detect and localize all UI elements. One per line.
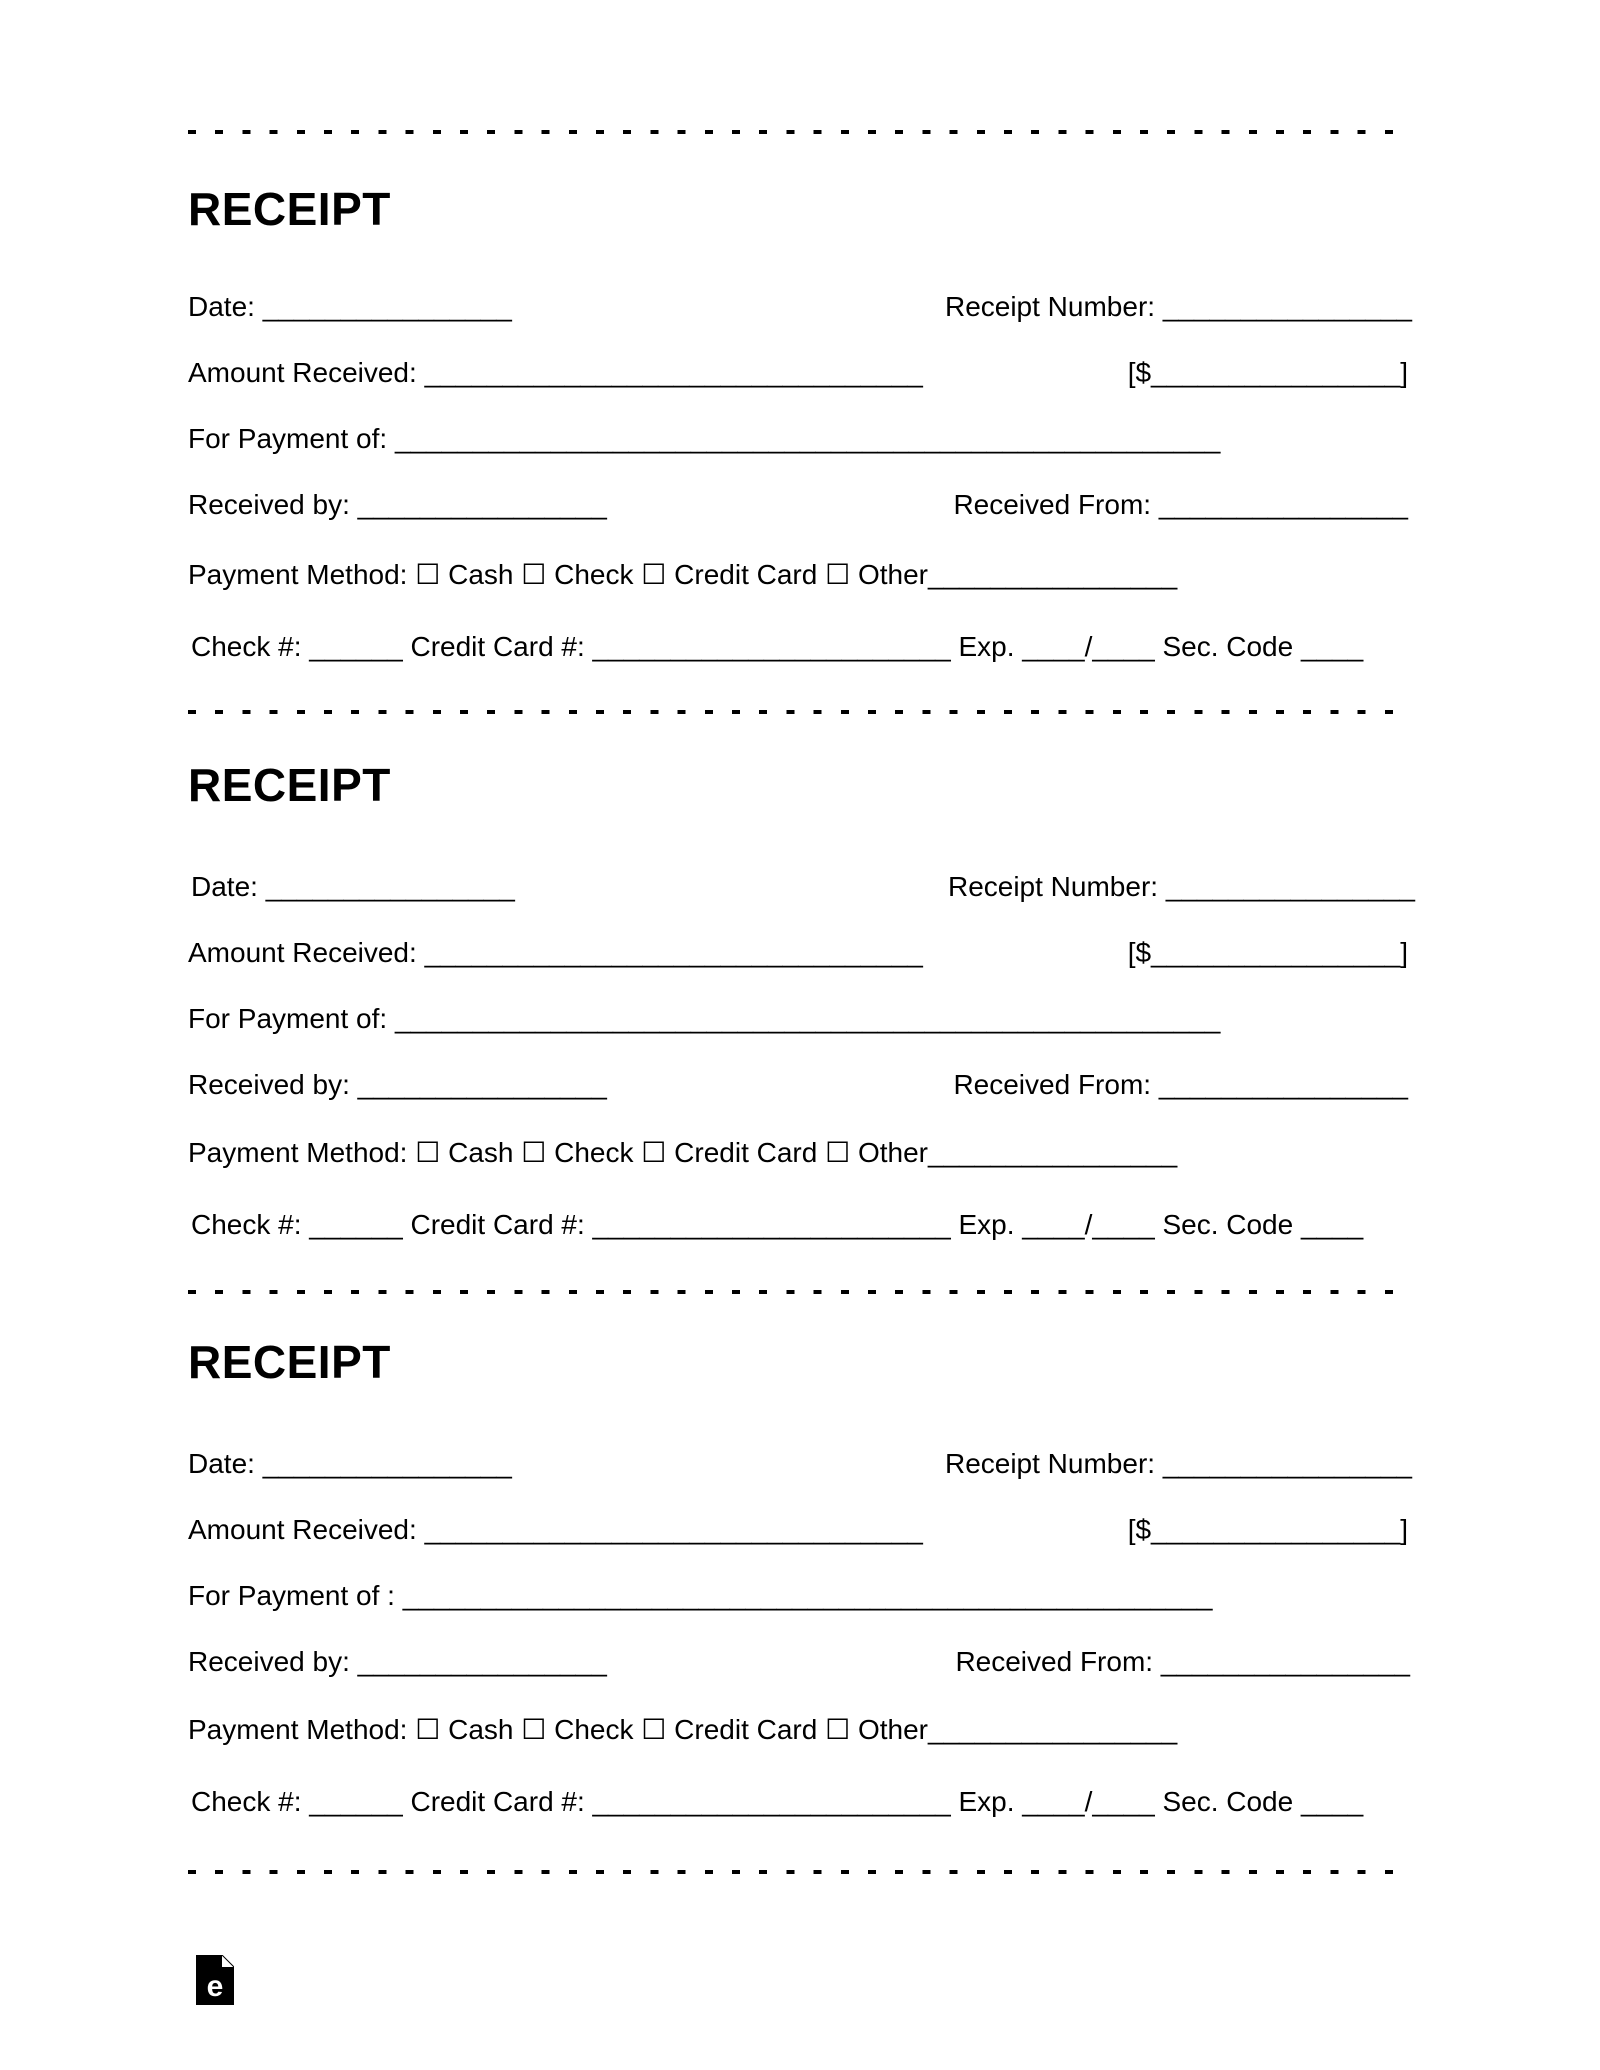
amount-dollar-field[interactable]: [$________________]	[1127, 937, 1408, 968]
check-card-fields[interactable]: Check #: ______ Credit Card #: _______________________ Exp. ____/____ Sec. Code ____	[191, 631, 1364, 662]
check-card-row	[188, 1785, 1412, 1887]
payment-method-options[interactable]: Payment Method: ☐ Cash ☐ Check ☐ Credit Card ☐ Other________________	[188, 1714, 1178, 1745]
for-payment-field[interactable]: For Payment of: _____________________________________________________	[188, 1003, 1221, 1034]
for-payment-field[interactable]: For Payment of: _____________________________________________________	[188, 423, 1221, 454]
received-from-field[interactable]: Received From: ________________	[955, 1646, 1410, 1677]
receipt-title: RECEIPT	[188, 759, 391, 811]
date-field[interactable]: Date: ________________	[191, 871, 515, 902]
amount-dollar-field[interactable]: [$________________]	[1127, 1514, 1408, 1545]
receipt-2	[188, 758, 1415, 1318]
received-from-field[interactable]: Received From: ________________	[953, 489, 1408, 520]
date-field[interactable]: Date: ________________	[188, 291, 512, 322]
receipt-3	[188, 1335, 1412, 1895]
receipt-title: RECEIPT	[188, 183, 391, 235]
date-field[interactable]: Date: ________________	[188, 1448, 512, 1479]
receipt-number-field[interactable]: Receipt Number: ________________	[944, 1448, 1412, 1479]
received-from-field[interactable]: Received From: ________________	[953, 1069, 1408, 1100]
received-by-field[interactable]: Received by: ________________	[188, 1069, 607, 1100]
logo-letter: e	[206, 1970, 224, 2003]
received-by-field[interactable]: Received by: ________________	[188, 1646, 607, 1677]
cut-line-top	[188, 130, 1412, 134]
amount-received-field[interactable]: Amount Received: ________________________________	[188, 357, 923, 388]
payment-method-options[interactable]: Payment Method: ☐ Cash ☐ Check ☐ Credit Card ☐ Other________________	[188, 559, 1178, 590]
received-by-field[interactable]: Received by: ________________	[188, 489, 607, 520]
payment-method-options[interactable]: Payment Method: ☐ Cash ☐ Check ☐ Credit Card ☐ Other________________	[188, 1137, 1178, 1168]
receipt-number-field[interactable]: Receipt Number: ________________	[947, 871, 1415, 902]
check-card-fields[interactable]: Check #: ______ Credit Card #: _______________________ Exp. ____/____ Sec. Code ____	[191, 1209, 1364, 1240]
check-card-row	[188, 1208, 1412, 1310]
receipt-title: RECEIPT	[188, 1336, 391, 1388]
for-payment-field[interactable]: For Payment of : ____________________________________________________	[188, 1580, 1213, 1611]
check-card-row	[188, 630, 1412, 732]
document-e-icon	[196, 1955, 234, 2005]
amount-dollar-field[interactable]: [$________________]	[1127, 357, 1408, 388]
receipt-number-field[interactable]: Receipt Number: ________________	[944, 291, 1412, 322]
receipt-1	[188, 182, 1412, 742]
check-card-fields[interactable]: Check #: ______ Credit Card #: _______________________ Exp. ____/____ Sec. Code ____	[191, 1786, 1364, 1817]
amount-received-field[interactable]: Amount Received: ________________________________	[188, 1514, 923, 1545]
amount-received-field[interactable]: Amount Received: ________________________________	[188, 937, 923, 968]
